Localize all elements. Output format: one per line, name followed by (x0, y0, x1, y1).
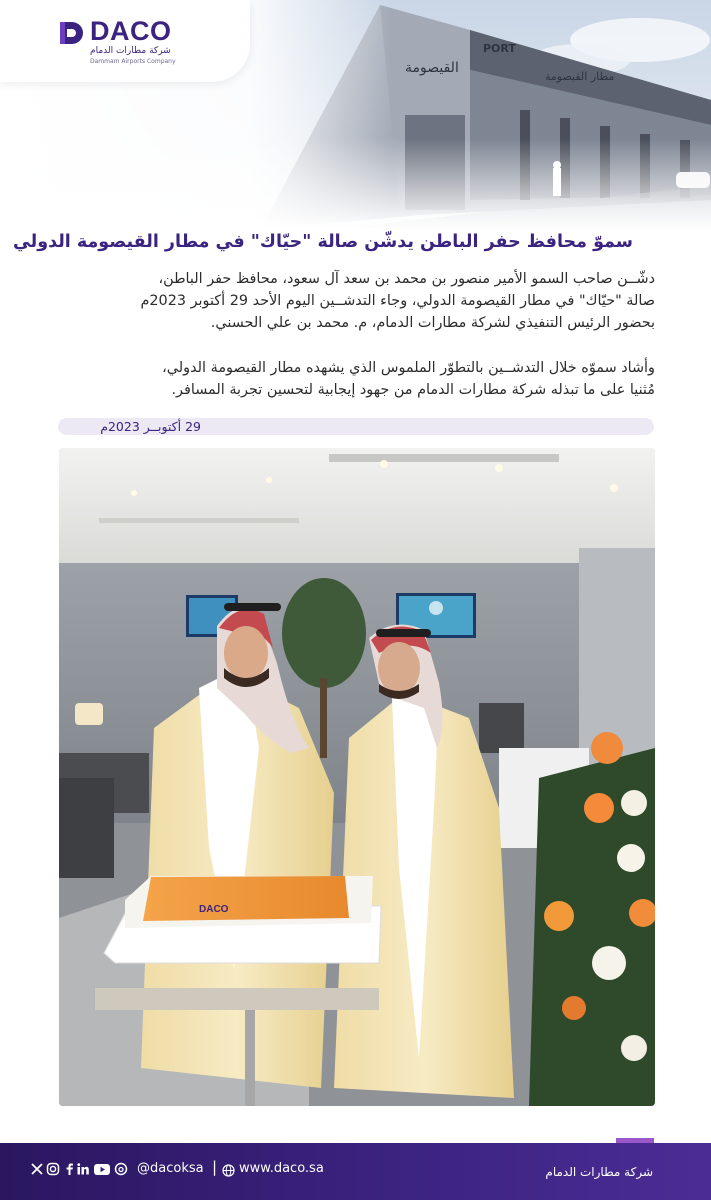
x-icon[interactable] (30, 1161, 44, 1175)
logo-arabic-name: شركة مطارات الدمام (90, 46, 171, 56)
social-handle[interactable]: @dacoksa (137, 1161, 204, 1176)
logo-english-name: Dammam Airports Company (90, 58, 176, 65)
paragraph-line: بحضور الرئيس التنفيذي لشركة مطارات الدمام، م. محمد بن علي الحسني. (210, 315, 655, 331)
article-paragraph-2 (55, 357, 655, 401)
paragraph-line: صالة "حيّاك" في مطار القيصومة الدولي، وجاء التدشــين اليوم الأحد 29 أكتوبر 2023م (140, 293, 655, 309)
threads-icon[interactable] (114, 1161, 128, 1175)
footer-company-name: شركة مطارات الدمام (545, 1165, 653, 1179)
instagram-icon[interactable] (46, 1161, 60, 1175)
article-date: 29 أكتوبــر 2023م (100, 419, 201, 434)
facebook-icon[interactable] (62, 1161, 76, 1175)
footer-accent-bar (616, 1138, 654, 1143)
paragraph-line: مُثنيا على ما تبذله شركة مطارات الدمام من جهود إيجابية لتحسين تجربة المسافر. (171, 382, 655, 398)
youtube-icon[interactable] (93, 1161, 111, 1175)
daco-logo-icon (58, 20, 84, 46)
globe-icon (222, 1162, 235, 1175)
event-photo (59, 448, 655, 1106)
logo-wordmark: DACO (90, 16, 172, 46)
linkedin-icon[interactable] (76, 1161, 90, 1175)
website-link[interactable]: www.daco.sa (239, 1161, 324, 1176)
footer-separator: | (212, 1158, 218, 1176)
article-headline: سموّ محافظ حفر الباطن يدشّن صالة "حيّاك" في مطار القيصومة الدولي (12, 232, 633, 252)
paragraph-line: دشّــن صاحب السمو الأمير منصور بن محمد بن سعد آل سعود، محافظ حفر الباطن، (158, 271, 655, 287)
paragraph-line: وأشاد سموّه خلال التدشــين بالتطوّر الملموس الذي يشهده مطار القيصومة الدولي، (162, 360, 655, 376)
cake-logo-text: DACO (199, 904, 229, 915)
article-paragraph-1 (55, 268, 655, 334)
